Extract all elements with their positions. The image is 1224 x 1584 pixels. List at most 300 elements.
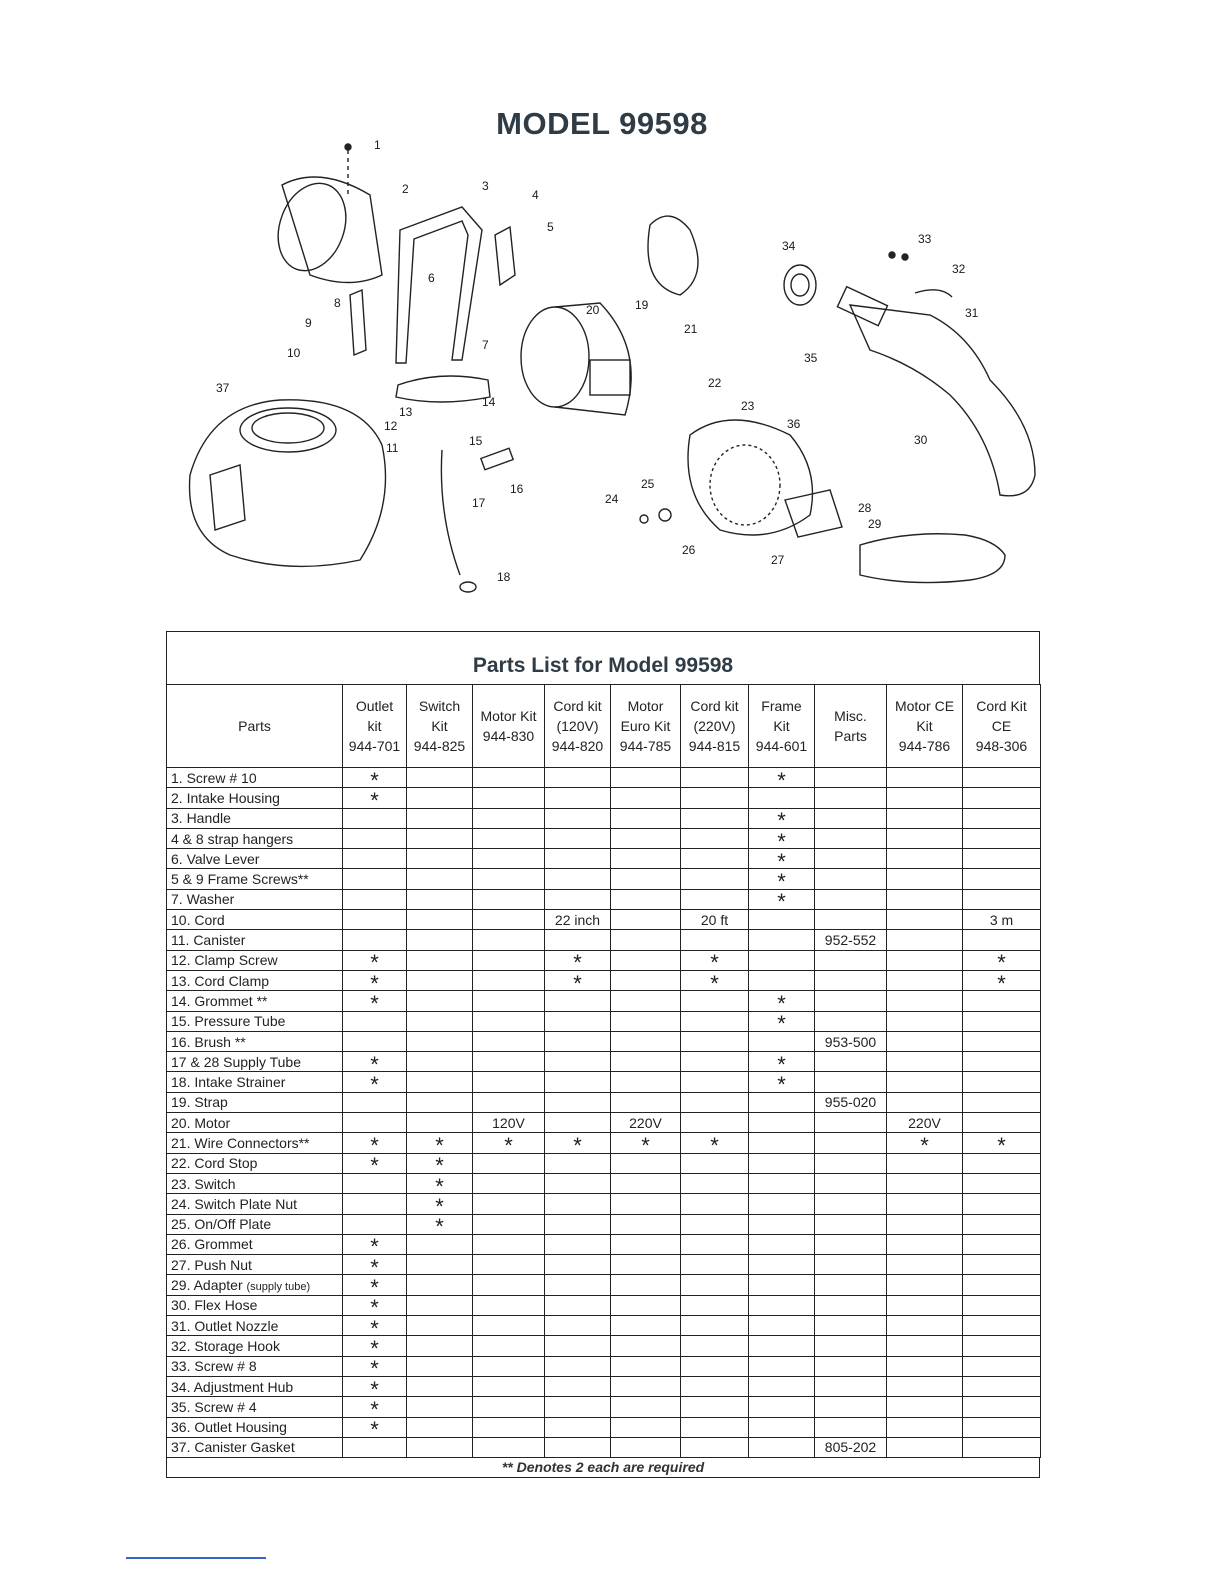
included-mark: * [710, 950, 719, 976]
kit-cell [749, 1051, 815, 1077]
included-mark: * [370, 950, 379, 976]
kit-cell [343, 767, 407, 793]
kit-cell [963, 1173, 1041, 1193]
kit-cell [749, 1437, 815, 1457]
kit-cell [749, 1234, 815, 1254]
part-name: 37. Canister Gasket [171, 1439, 295, 1456]
kit-cell [749, 1011, 815, 1037]
column-header-line: 944-825 [413, 738, 466, 754]
callout-label: 1 [374, 138, 381, 152]
kit-cell [963, 930, 1041, 950]
kit-cell [611, 1336, 681, 1356]
kit-cell [887, 1316, 963, 1336]
kit-cell [887, 1336, 963, 1356]
table-row [167, 1173, 1041, 1193]
table-row [167, 950, 1041, 970]
kit-cell [407, 1072, 473, 1092]
kit-cell [343, 1153, 407, 1179]
diagram-artwork [190, 144, 1036, 592]
kit-cell [887, 1011, 963, 1031]
included-mark: * [370, 990, 379, 1016]
part-name-cell [167, 1275, 343, 1295]
included-mark: * [997, 970, 1006, 996]
kit-cell [407, 1356, 473, 1376]
kit-cell [963, 1255, 1041, 1275]
column-header [887, 685, 963, 768]
column-header [815, 685, 887, 768]
callout-label: 26 [682, 543, 696, 557]
included-mark: * [920, 1132, 929, 1158]
kit-cell [343, 889, 407, 909]
kit-cell [963, 828, 1041, 848]
included-mark: * [370, 1153, 379, 1179]
table-row [167, 828, 1041, 848]
kit-cell [343, 1356, 407, 1382]
table-row [167, 1275, 1041, 1295]
kit-cell [681, 1173, 749, 1193]
included-mark: * [997, 1132, 1006, 1158]
callout-label: 19 [635, 298, 649, 312]
parts-list [166, 631, 1040, 1478]
kit-cell [611, 889, 681, 909]
callout-label: 33 [918, 232, 932, 246]
part-name: 3. Handle [171, 810, 231, 827]
included-mark: * [370, 1396, 379, 1422]
kit-cell [611, 950, 681, 970]
footnote: ** Denotes 2 each are required [166, 1458, 1040, 1478]
kit-cell [473, 1052, 545, 1072]
kit-cell [545, 1275, 611, 1295]
kit-cell [963, 1356, 1041, 1376]
kit-cell [749, 1376, 815, 1396]
table-row [167, 970, 1041, 990]
column-header-line: CE [991, 718, 1012, 734]
part-name-cell [167, 1072, 343, 1092]
kit-cell [343, 849, 407, 869]
kit-cell [887, 1275, 963, 1295]
kit-cell [887, 991, 963, 1011]
kit-cell [473, 1376, 545, 1396]
kit-cell [681, 910, 749, 930]
kit-cell [611, 1031, 681, 1051]
kit-cell [473, 1031, 545, 1051]
table-row [167, 1437, 1041, 1457]
kit-cell [815, 828, 887, 848]
kit-cell [963, 1234, 1041, 1254]
kit-cell [887, 1194, 963, 1214]
kit-cell [887, 1052, 963, 1072]
kit-cell [343, 1194, 407, 1214]
kit-cell [815, 1275, 887, 1295]
column-header [545, 685, 611, 768]
column-header-line: Cord kit [690, 698, 739, 714]
kit-cell [473, 849, 545, 869]
kit-cell [407, 970, 473, 990]
part-name-cell [167, 788, 343, 808]
kit-cell [407, 930, 473, 950]
included-mark: * [777, 828, 786, 854]
column-header-line: 944-820 [551, 738, 604, 754]
kit-cell [815, 1356, 887, 1376]
kit-cell [887, 910, 963, 930]
part-name: 10. Cord [171, 911, 225, 928]
kit-cell [749, 1173, 815, 1193]
kit-cell [407, 1092, 473, 1112]
kit-cell [473, 768, 545, 788]
kit-cell [407, 1437, 473, 1457]
kit-cell [815, 970, 887, 990]
included-mark: * [370, 1356, 379, 1382]
part-name: 17 & 28 Supply Tube [171, 1053, 301, 1070]
kit-cell [681, 869, 749, 889]
kit-cell [887, 1255, 963, 1275]
kit-cell [681, 828, 749, 848]
part-name: 29. Adapter [171, 1277, 243, 1294]
column-header-line: Motor Kit [480, 708, 537, 724]
callout-label: 20 [586, 303, 600, 317]
exploded-parts-diagram [170, 135, 1070, 615]
kit-cell [681, 1437, 749, 1457]
kit-cell [681, 808, 749, 828]
part-name: 22. Cord Stop [171, 1155, 258, 1172]
callout-label: 17 [472, 496, 486, 510]
callout-label: 24 [605, 492, 619, 506]
kit-cell [407, 991, 473, 1011]
included-mark: * [435, 1214, 444, 1240]
kit-cell [473, 828, 545, 848]
kit-cell [681, 1092, 749, 1112]
kit-cell [681, 1132, 749, 1158]
column-header-line: 948-306 [975, 738, 1028, 754]
kit-cell [343, 1417, 407, 1443]
callout-label: 37 [216, 381, 230, 395]
column-header-line: 944-785 [619, 738, 672, 754]
kit-cell [343, 1234, 407, 1260]
kit-cell [681, 1011, 749, 1031]
column-header-line: 944-701 [348, 738, 401, 754]
included-mark: * [777, 869, 786, 895]
kit-cell [343, 1376, 407, 1402]
kit-cell [545, 970, 611, 996]
table-header-row [167, 685, 1041, 768]
table-row [167, 1397, 1041, 1417]
table-body [167, 768, 1041, 1458]
column-header-line: Euro Kit [620, 718, 671, 734]
included-mark: * [573, 970, 582, 996]
kit-cell [611, 910, 681, 930]
kit-cell [407, 869, 473, 889]
cell-value: 955-020 [824, 1094, 877, 1111]
kit-cell [407, 1132, 473, 1158]
kit-cell [343, 1315, 407, 1341]
column-header-line: Parts [834, 728, 867, 744]
included-mark: * [777, 808, 786, 834]
included-mark: * [997, 950, 1006, 976]
included-mark: * [370, 1051, 379, 1077]
table-row [167, 1295, 1041, 1315]
kit-cell [343, 970, 407, 996]
part-name: 15. Pressure Tube [171, 1013, 286, 1030]
kit-cell [815, 930, 887, 950]
included-mark: * [370, 1072, 379, 1098]
kit-cell [815, 1437, 887, 1457]
kit-cell [749, 1133, 815, 1153]
kit-cell [887, 1295, 963, 1315]
table-row [167, 1417, 1041, 1437]
supply-hose-part [860, 534, 1005, 583]
kit-cell [545, 1255, 611, 1275]
callout-label: 35 [804, 351, 818, 365]
handle-base [396, 376, 490, 402]
kit-cell [611, 1275, 681, 1295]
kit-cell [749, 1417, 815, 1437]
kit-cell [407, 1397, 473, 1417]
kit-cell [887, 768, 963, 788]
kit-cell [473, 1295, 545, 1315]
kit-cell [815, 1092, 887, 1112]
table-row [167, 1194, 1041, 1214]
kit-cell [545, 849, 611, 869]
kit-cell [473, 1397, 545, 1417]
kit-cell [963, 970, 1041, 996]
kit-cell [343, 1275, 407, 1301]
kit-cell [963, 849, 1041, 869]
cell-value: 952-552 [824, 932, 877, 949]
kit-cell [473, 869, 545, 889]
table-row [167, 1052, 1041, 1072]
column-header-line: Parts [238, 718, 271, 734]
kit-cell [887, 808, 963, 828]
included-mark: * [370, 787, 379, 813]
kit-cell [815, 1031, 887, 1051]
column-header-line: Kit [916, 718, 933, 734]
page-title: MODEL 99598 [496, 106, 708, 141]
part-name-cell [167, 1031, 343, 1051]
kit-cell [963, 1417, 1041, 1437]
part-name-note: (supply tube) [246, 1281, 311, 1294]
kit-cell [681, 1295, 749, 1315]
kit-cell [473, 1275, 545, 1295]
part-name: 25. On/Off Plate [171, 1216, 272, 1233]
included-mark: * [370, 1132, 379, 1158]
kit-cell [963, 1295, 1041, 1315]
kit-cell [407, 910, 473, 930]
kit-cell [681, 1194, 749, 1214]
kit-cell [545, 1113, 611, 1133]
kit-cell [815, 1234, 887, 1254]
kit-cell [749, 1194, 815, 1214]
kit-cell [887, 849, 963, 869]
kit-cell [749, 1113, 815, 1133]
kit-cell [473, 1092, 545, 1112]
part-name-cell [167, 1194, 343, 1214]
part-name-cell [167, 1397, 343, 1417]
callout-label: 4 [532, 188, 539, 202]
kit-cell [407, 1316, 473, 1336]
kit-cell [611, 1072, 681, 1092]
kit-cell [681, 1031, 749, 1051]
kit-cell [343, 1072, 407, 1098]
kit-cell [407, 849, 473, 869]
part-name-cell [167, 1437, 343, 1457]
included-mark: * [370, 1254, 379, 1280]
kit-cell [545, 930, 611, 950]
kit-cell [815, 1113, 887, 1133]
kit-cell [407, 1255, 473, 1275]
callout-label: 34 [782, 239, 796, 253]
callout-label: 12 [384, 419, 398, 433]
kit-cell [963, 1376, 1041, 1396]
kit-cell [343, 869, 407, 889]
column-header [407, 685, 473, 768]
part-name: 24. Switch Plate Nut [171, 1195, 298, 1212]
kit-cell [611, 808, 681, 828]
callout-label: 11 [386, 441, 399, 455]
kit-cell [473, 1234, 545, 1254]
kit-cell [815, 1214, 887, 1234]
kit-cell [343, 1132, 407, 1158]
column-header [749, 685, 815, 768]
cell-value: 805-202 [824, 1439, 877, 1456]
kit-cell [815, 1011, 887, 1031]
part-name-cell [167, 889, 343, 909]
callout-label: 21 [684, 322, 698, 336]
table-row [167, 930, 1041, 950]
kit-cell [343, 1335, 407, 1361]
kit-cell [887, 1132, 963, 1158]
kit-cell [681, 889, 749, 909]
kit-cell [815, 1133, 887, 1153]
part-name: 30. Flex Hose [171, 1297, 258, 1314]
callout-label: 23 [741, 399, 755, 413]
included-mark: * [370, 1234, 379, 1260]
kit-cell [887, 889, 963, 909]
kit-cell [963, 1072, 1041, 1092]
kit-cell [815, 1376, 887, 1396]
page-footer-rule [126, 1557, 266, 1559]
kit-cell [473, 910, 545, 930]
kit-cell [963, 889, 1041, 909]
column-header-line: Kit [773, 718, 790, 734]
kit-cell [545, 1316, 611, 1336]
kit-cell [545, 1356, 611, 1376]
callout-label: 16 [510, 482, 524, 496]
kit-cell [815, 910, 887, 930]
included-mark: * [504, 1132, 513, 1158]
strap-hanger-part [495, 227, 515, 285]
kit-cell [407, 808, 473, 828]
flex-hose-part [850, 305, 1035, 496]
part-name: 14. Grommet ** [171, 992, 268, 1009]
kit-cell [407, 1295, 473, 1315]
kit-cell [963, 1132, 1041, 1158]
kit-cell [749, 1336, 815, 1356]
kit-cell [545, 768, 611, 788]
kit-cell [545, 1295, 611, 1315]
kit-cell [887, 788, 963, 808]
kit-cell [815, 950, 887, 970]
part-name: 7. Washer [171, 891, 235, 908]
kit-cell [815, 768, 887, 788]
intake-housing-part [267, 174, 358, 280]
kit-cell [407, 1113, 473, 1133]
kit-cell [343, 1113, 407, 1133]
kit-cell [343, 930, 407, 950]
kit-cell [887, 1113, 963, 1133]
column-header-line: 944-830 [482, 728, 535, 744]
kit-cell [473, 991, 545, 1011]
kit-cell [749, 767, 815, 793]
handle-part [396, 207, 482, 363]
column-header-line: Motor CE [894, 698, 955, 714]
kit-cell [815, 1397, 887, 1417]
kit-cell [963, 869, 1041, 889]
kit-cell [611, 849, 681, 869]
table-row [167, 808, 1041, 828]
kit-cell [473, 1011, 545, 1031]
kit-cell [343, 787, 407, 813]
kit-cell [545, 1132, 611, 1158]
part-name-cell [167, 1316, 343, 1336]
part-name: 32. Storage Hook [171, 1337, 280, 1354]
kit-cell [611, 788, 681, 808]
column-header-line: 944-815 [688, 738, 741, 754]
kit-cell [611, 1295, 681, 1315]
kit-cell [473, 788, 545, 808]
kit-cell [473, 950, 545, 970]
kit-cell [545, 808, 611, 828]
part-name-cell [167, 1417, 343, 1437]
kit-cell [963, 1113, 1041, 1133]
kit-cell [749, 950, 815, 970]
column-header-line: Misc. [834, 708, 867, 724]
kit-cell [681, 1356, 749, 1376]
table-row [167, 1234, 1041, 1254]
kit-cell [749, 889, 815, 915]
kit-cell [473, 808, 545, 828]
cell-value: 20 ft [700, 911, 729, 928]
kit-cell [407, 1011, 473, 1031]
table-row [167, 1255, 1041, 1275]
kit-cell [473, 970, 545, 990]
callout-label: 3 [482, 179, 489, 193]
included-mark: * [435, 1132, 444, 1158]
kit-cell [749, 869, 815, 895]
kit-cell [887, 1356, 963, 1376]
kit-cell [815, 1336, 887, 1356]
part-name: 13. Cord Clamp [171, 972, 270, 989]
part-name-cell [167, 1011, 343, 1031]
kit-cell [343, 950, 407, 976]
kit-cell [473, 930, 545, 950]
kit-cell [545, 1031, 611, 1051]
diagram-callouts [216, 138, 979, 584]
kit-cell [545, 950, 611, 976]
kit-cell [681, 1316, 749, 1336]
callout-label: 22 [708, 376, 722, 390]
motor-part [521, 307, 589, 407]
cell-value: 3 m [989, 911, 1014, 928]
column-header-line: 944-786 [898, 738, 951, 754]
kit-cell [887, 1437, 963, 1457]
kit-cell [407, 828, 473, 848]
callout-label: 15 [469, 434, 483, 448]
part-name: 1. Screw # 10 [171, 769, 257, 786]
kit-cell [611, 991, 681, 1011]
part-name-cell [167, 1133, 343, 1153]
included-mark: * [435, 1153, 444, 1179]
kit-cell [749, 808, 815, 834]
